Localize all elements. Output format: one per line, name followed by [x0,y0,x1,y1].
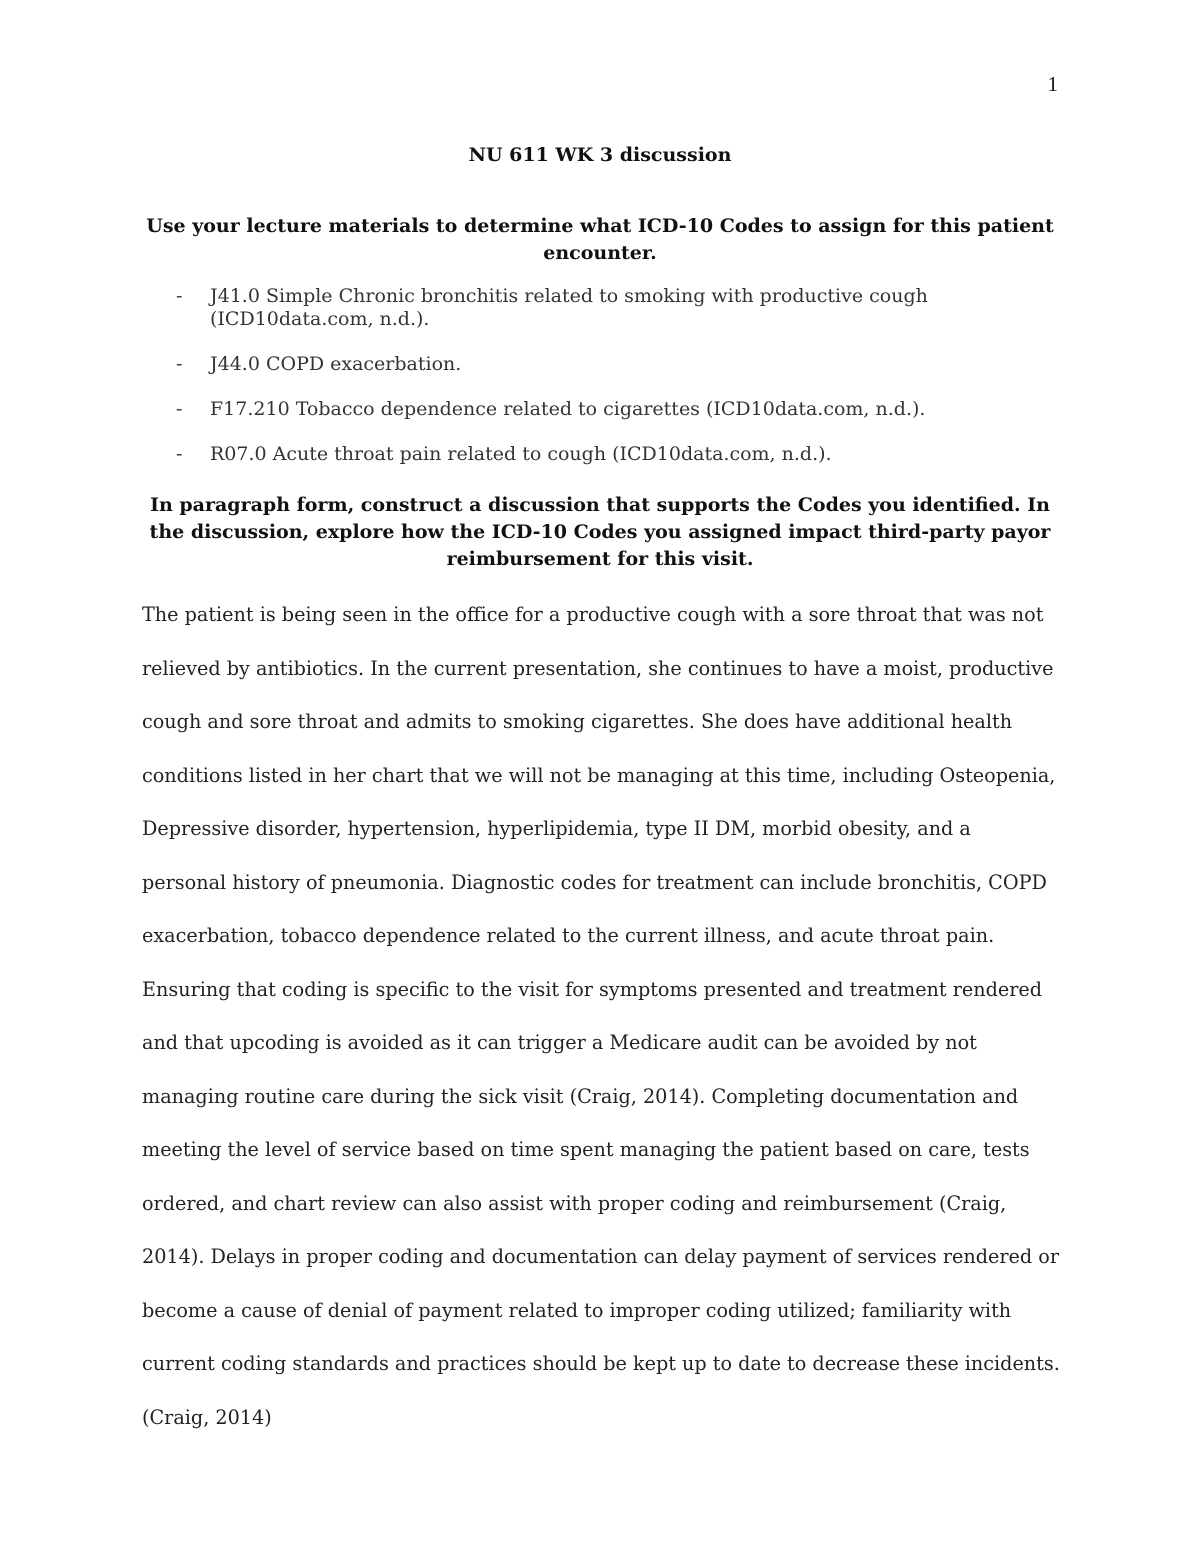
list-dash: - [176,443,183,465]
list-item [142,398,1058,421]
document-title: NU 611 WK 3 discussion [468,144,732,166]
list-item [142,285,1058,331]
question-prompt-2: In paragraph form, construct a discussion that supports the Codes you identified. In the discussion, explore how the ICD-10 Codes you assigned impact third-party payor reimbursement for this visit. [149,494,1051,570]
list-dash: - [176,353,183,375]
discussion-paragraph: The patient is being seen in the office for a productive cough with a sore throat that was not relieved by antibiotics. In the current presentation, she continues to have a moist, productive cough and sore throat and admits to smoking cigarettes. She does have additional health conditions listed in her chart that we will not be managing at this time, including Osteopenia, Depressive disorder, hypertension, hyperlipidemia, type II DM, morbid obesity, and a personal history of pneumonia. Diagnostic codes for treatment can include bronchitis, COPD exacerbation, tobacco dependence related to the current illness, and acute throat pain. Ensuring that coding is specific to the visit for symptoms presented and treatment rendered and that upcoding is avoided as it can trigger a Medicare audit can be avoided by not managing routine care during the sick visit (Craig, 2014). Completing documentation and meeting the level of service based on time spent managing the patient based on care, tests ordered, and chart review can also assist with proper coding and reimbursement (Craig, 2014). Delays in proper coding and documentation can delay payment of services rendered or become a cause of denial of payment related to improper coding utilized; familiarity with current coding standards and practices should be kept up to date to decrease these incidents. (Craig, 2014) [142,603,1060,1429]
list-item [142,353,1058,376]
code-text: J41.0 Simple Chronic bronchitis related to smoking with productive cough (ICD10data.com, n.d.). [210,285,928,330]
list-dash: - [176,398,183,420]
code-text: R07.0 Acute throat pain related to cough (ICD10data.com, n.d.). [210,443,832,465]
code-text: J44.0 COPD exacerbation. [210,353,462,375]
question-prompt-1: Use your lecture materials to determine what ICD-10 Codes to assign for this patient encounter. [146,215,1054,264]
code-text: F17.210 Tobacco dependence related to cigarettes (ICD10data.com, n.d.). [210,398,926,420]
page-number: 1 [1047,72,1058,96]
icd10-codes-list [142,285,1058,488]
list-dash: - [176,285,183,307]
list-item [142,443,1058,466]
